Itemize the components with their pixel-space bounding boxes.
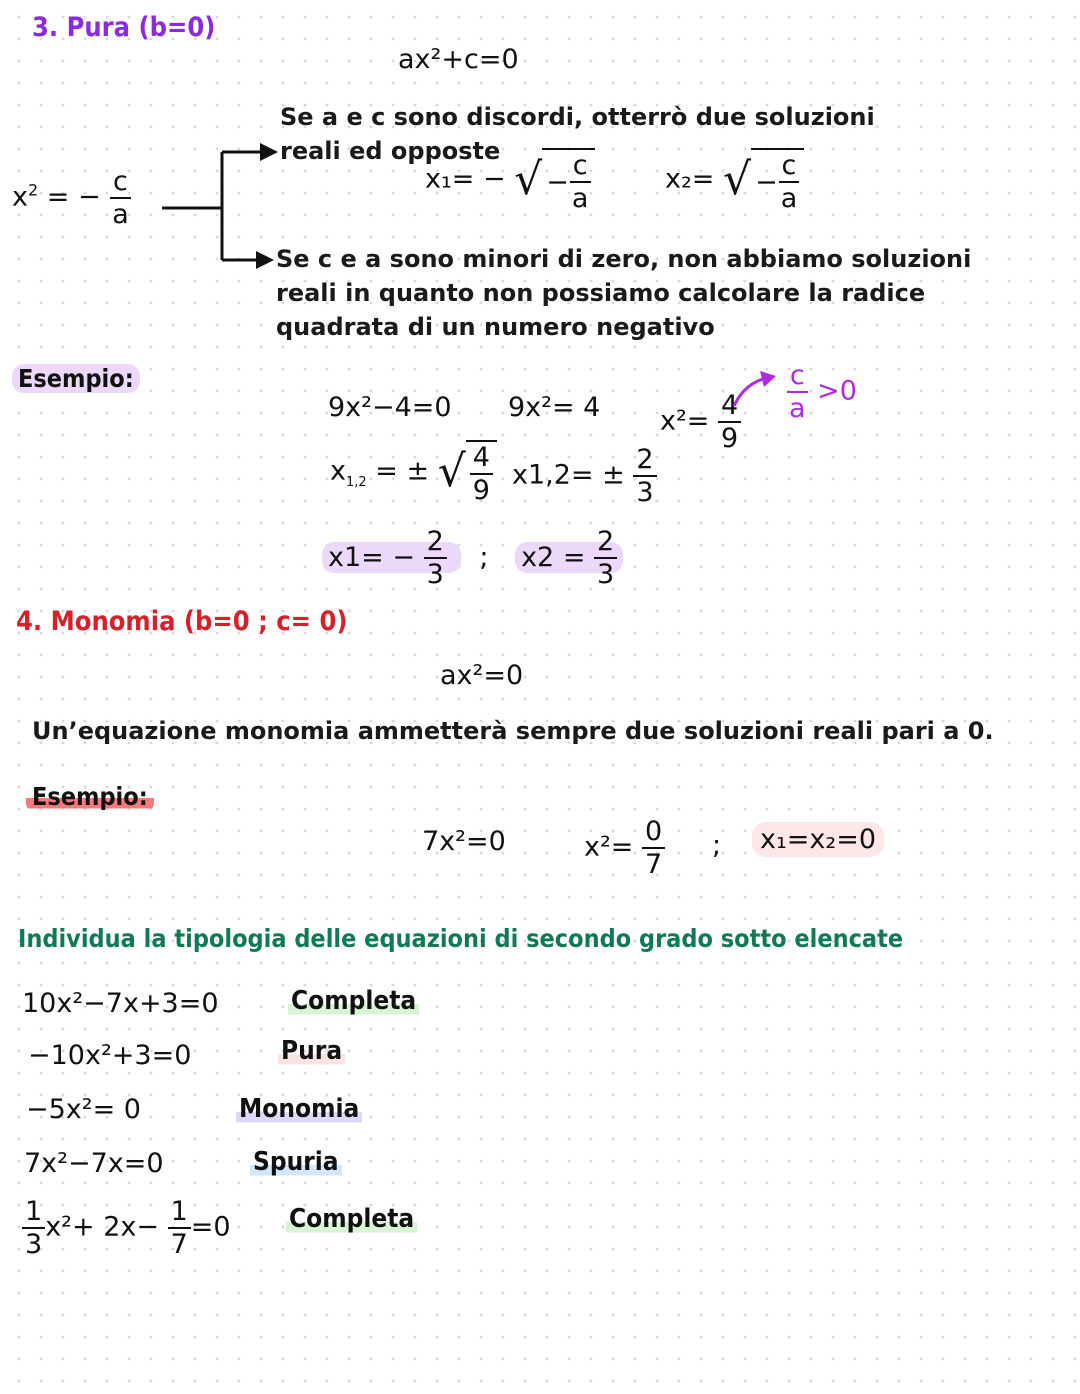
ex-pura-line2b-num: 2 <box>633 446 656 477</box>
left-fraction <box>109 168 132 228</box>
ex-monomia-sep: ; <box>712 830 722 861</box>
exercise-type-5-text: Completa <box>286 1204 417 1234</box>
sol1 <box>322 526 461 590</box>
pura-case-negative <box>276 242 1036 344</box>
exercise-type-4-text: Spuria <box>250 1147 342 1177</box>
exercise-eq-3: −5x²= 0 <box>26 1094 141 1125</box>
ex-pura-line2b-den: 3 <box>636 477 654 508</box>
case1-text: Se a e c sono discordi, otterrò due soluzioni reali ed opposte <box>280 103 875 165</box>
sol1-fraction <box>424 528 447 588</box>
ex-pura-line2a-fraction <box>470 444 493 504</box>
eq5-frac2-num: 1 <box>168 1198 191 1229</box>
sol1-den: 3 <box>426 559 444 590</box>
exercise-type-3-text: Monomia <box>236 1094 362 1124</box>
eq5-frac1-den: 3 <box>25 1229 43 1260</box>
pura-left-expression: $x^2$ = − $\frac{c}{a}$ <box>12 168 132 228</box>
eq5-frac2 <box>168 1198 191 1258</box>
ex-monomia-a: 7x²=0 <box>422 826 506 857</box>
exercise-type-1-text: Completa <box>288 986 419 1016</box>
sol2-den: 3 <box>597 559 615 590</box>
x2-root-minus: − <box>755 166 778 198</box>
ex-pura-line1c-lhs: x²= <box>660 405 710 437</box>
x1-root-minus: − <box>546 166 569 198</box>
ex-monomia-b-den: 7 <box>645 849 663 880</box>
left-fraction-den: a <box>112 199 129 230</box>
sol2-num: 2 <box>594 528 617 559</box>
x1-root-fraction <box>569 152 592 212</box>
x1-root-den: a <box>571 183 589 214</box>
exercise-type-2-text: Pura <box>278 1036 345 1066</box>
ex-pura-line2a-sub: 1,2 <box>345 474 367 490</box>
exercise-type-5 <box>286 1204 417 1234</box>
x2-root-den: a <box>780 183 798 214</box>
exercise-eq-2: −10x²+3=0 <box>28 1040 192 1071</box>
x2-label: x₂= <box>665 163 715 195</box>
ex-pura-note <box>786 362 857 422</box>
sol1-num: 2 <box>424 528 447 559</box>
ex-pura-line2b-lhs: x1,2= ± <box>512 459 625 491</box>
eq5-frac1 <box>22 1198 45 1258</box>
sol1-lhs: x1= − <box>328 541 415 573</box>
note-den: a <box>789 393 806 424</box>
section3-title: 3. Pura (b=0) <box>32 12 216 43</box>
exercise-title: Individua la tipologia delle equazioni di secondo grado sotto elencate <box>18 924 904 953</box>
left-eq: = − <box>46 181 101 213</box>
ex-pura-line1a: 9x²−4=0 <box>328 392 452 423</box>
exercise-eq-5 <box>22 1198 231 1258</box>
example-label-pura-text: Esempio: <box>12 364 140 393</box>
eq5-frac1-num: 1 <box>22 1198 45 1229</box>
pura-x2-root <box>665 148 804 212</box>
exercise-type-4 <box>250 1147 342 1177</box>
x1-sqrt: √ − $\frac{c}{a}$ <box>514 148 595 212</box>
left-x: x <box>12 181 28 213</box>
x2-sqrt: √ − $\frac{c}{a}$ <box>723 148 804 212</box>
exercise-eq-1: 10x²−7x+3=0 <box>22 988 219 1019</box>
ex-pura-line2a <box>330 440 497 504</box>
x2-root-fraction <box>778 152 801 212</box>
exercise-eq-4: 7x²−7x=0 <box>24 1148 164 1179</box>
ex-pura-line2a-eq: = ± <box>375 455 430 487</box>
monomia-general-formula: ax²=0 <box>440 660 524 691</box>
ex-pura-line1c-num: 4 <box>718 392 741 423</box>
sol2 <box>515 526 623 590</box>
sol2-fraction <box>594 528 617 588</box>
section4-title: 4. Monomia (b=0 ; c= 0) <box>16 606 348 637</box>
eq5-tail: =0 <box>190 1211 231 1243</box>
ex-pura-solutions <box>322 528 623 588</box>
note-arrow <box>730 370 790 410</box>
example-label-monomia-text: Esempio: <box>26 782 154 811</box>
left-fraction-num: c <box>110 168 131 199</box>
ex-pura-line2a-num: 4 <box>470 444 493 475</box>
eq5-body: x²+ 2x− <box>45 1211 168 1243</box>
x1-label: x₁= − <box>425 163 506 195</box>
x2-root-num: c <box>779 152 800 183</box>
ex-pura-line2a-sqrt: √ $\frac{4}{9}$ <box>438 440 497 504</box>
ex-pura-line2b-fraction <box>633 446 656 506</box>
ex-monomia-c <box>752 824 884 855</box>
note-fraction <box>786 362 809 422</box>
example-label-pura <box>12 364 140 393</box>
example-label-monomia <box>26 782 154 811</box>
ex-pura-line2a-den: 9 <box>472 475 490 506</box>
exercise-type-1 <box>288 986 419 1016</box>
ex-monomia-b-num: 0 <box>642 818 665 849</box>
sol2-lhs: x2 = <box>521 541 586 573</box>
ex-pura-line1b: 9x²= 4 <box>508 392 601 423</box>
ex-monomia-b <box>584 818 665 878</box>
note-rel: >0 <box>817 375 857 407</box>
sol-separator: ; <box>479 541 489 573</box>
monomia-statement: Un’equazione monomia ammetterà sempre due soluzioni reali pari a 0. <box>32 717 994 745</box>
pura-general-formula: ax²+c=0 <box>398 44 519 75</box>
pura-x1-root <box>425 148 595 212</box>
ex-pura-line2b <box>512 446 657 506</box>
exercise-type-3 <box>236 1094 362 1124</box>
x1-root-num: c <box>570 152 591 183</box>
ex-pura-line2a-x: x <box>330 455 346 487</box>
ex-monomia-b-fraction <box>642 818 665 878</box>
pura-case-discordi <box>280 100 940 168</box>
case2-text: Se c e a sono minori di zero, non abbiamo soluzioni reali in quanto non possiamo calcolare la radice quadrata di un numero negativo <box>276 245 972 341</box>
ex-monomia-b-lhs: x²= <box>584 831 634 863</box>
exercise-type-2 <box>278 1036 345 1066</box>
eq5-frac2-den: 7 <box>170 1229 188 1260</box>
ex-pura-line1c-den: 9 <box>721 423 739 454</box>
branch-arrows <box>160 140 290 280</box>
ex-monomia-c-text: x₁=x₂=0 <box>752 822 884 857</box>
note-num: c <box>787 362 808 393</box>
